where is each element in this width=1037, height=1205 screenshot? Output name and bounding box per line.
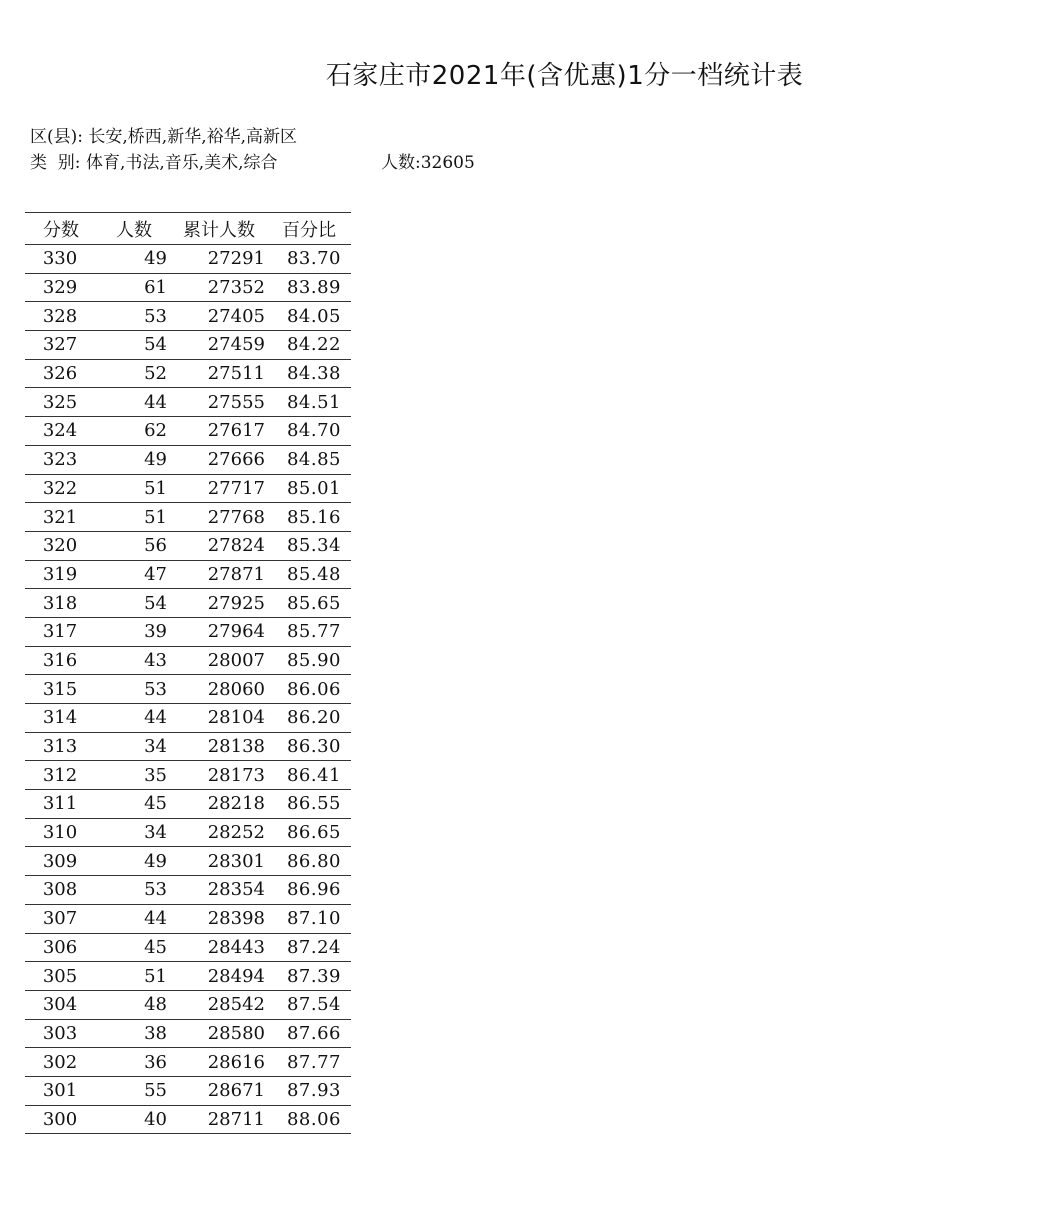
cell-score: 316	[42, 649, 78, 671]
cell-count: 43	[144, 649, 167, 671]
table-row	[25, 876, 351, 905]
cell-percent: 88.06	[286, 1108, 341, 1130]
cell-percent: 83.70	[286, 248, 341, 270]
cell-score: 317	[42, 621, 78, 643]
cell-count: 38	[144, 1022, 167, 1044]
cell-count: 49	[144, 850, 167, 872]
table-row	[25, 905, 351, 934]
cell-count: 45	[144, 936, 167, 958]
cell-score: 329	[42, 277, 78, 299]
table-row	[25, 302, 351, 331]
cell-cumulative: 27964	[207, 621, 265, 643]
table-row	[25, 761, 351, 790]
cell-cumulative: 27352	[207, 277, 265, 299]
cell-score: 301	[42, 1080, 78, 1102]
table-row	[25, 274, 351, 303]
cell-percent: 85.77	[286, 621, 341, 643]
cell-percent: 87.77	[286, 1051, 341, 1073]
cell-count: 53	[144, 879, 167, 901]
table-row	[25, 245, 351, 274]
cell-count: 45	[144, 793, 167, 815]
table-row	[25, 331, 351, 360]
cell-percent: 85.01	[286, 477, 341, 499]
cell-count: 62	[144, 420, 167, 442]
cell-score: 303	[42, 1022, 78, 1044]
cell-cumulative: 28173	[207, 764, 265, 786]
cell-percent: 86.30	[286, 736, 341, 758]
cell-percent: 85.90	[286, 649, 341, 671]
cell-score: 305	[42, 965, 78, 987]
cell-percent: 87.10	[286, 908, 341, 930]
cell-count: 47	[144, 563, 167, 585]
table-row	[25, 991, 351, 1020]
cell-count: 44	[144, 707, 167, 729]
cell-cumulative: 28252	[207, 822, 265, 844]
cell-score: 327	[42, 334, 78, 356]
cell-cumulative: 28354	[207, 879, 265, 901]
cell-percent: 84.70	[286, 420, 341, 442]
cell-count: 51	[144, 506, 167, 528]
cell-cumulative: 28711	[207, 1108, 265, 1130]
cell-score: 308	[42, 879, 78, 901]
cell-score: 306	[42, 936, 78, 958]
cell-percent: 86.06	[286, 678, 341, 700]
cell-cumulative: 27768	[207, 506, 265, 528]
cell-cumulative: 27555	[207, 391, 265, 413]
cell-cumulative: 28138	[207, 736, 265, 758]
cell-cumulative: 27459	[207, 334, 265, 356]
cell-score: 314	[42, 707, 78, 729]
cell-count: 61	[144, 277, 167, 299]
table-row	[25, 1020, 351, 1049]
cell-cumulative: 28616	[207, 1051, 265, 1073]
table-row	[25, 360, 351, 389]
cell-cumulative: 28494	[207, 965, 265, 987]
cell-percent: 84.51	[286, 391, 341, 413]
cell-percent: 85.65	[286, 592, 341, 614]
cell-score: 319	[42, 563, 78, 585]
cell-cumulative: 27717	[207, 477, 265, 499]
cell-cumulative: 27925	[207, 592, 265, 614]
cell-cumulative: 28301	[207, 850, 265, 872]
total-count: 人数:32605	[381, 153, 475, 173]
cell-percent: 87.24	[286, 936, 341, 958]
cell-percent: 84.85	[286, 449, 341, 471]
cell-cumulative: 27617	[207, 420, 265, 442]
cell-percent: 85.34	[286, 535, 341, 557]
cell-percent: 86.80	[286, 850, 341, 872]
cell-cumulative: 28542	[207, 994, 265, 1016]
cell-count: 49	[144, 248, 167, 270]
cell-score: 313	[42, 736, 78, 758]
table-row	[25, 446, 351, 475]
cell-cumulative: 28060	[207, 678, 265, 700]
cell-cumulative: 27405	[207, 305, 265, 327]
cell-score: 311	[42, 793, 78, 815]
cell-score: 300	[42, 1108, 78, 1130]
cell-percent: 86.96	[286, 879, 341, 901]
cell-count: 51	[144, 965, 167, 987]
table-row	[25, 475, 351, 504]
cell-percent: 86.65	[286, 822, 341, 844]
table-row	[25, 532, 351, 561]
cell-score: 310	[42, 822, 78, 844]
cell-count: 48	[144, 994, 167, 1016]
cell-score: 309	[42, 850, 78, 872]
cell-score: 307	[42, 908, 78, 930]
table-body	[25, 245, 351, 1134]
page-title: 石家庄市2021年(含优惠)1分一档统计表	[325, 61, 804, 91]
cell-count: 44	[144, 391, 167, 413]
cell-percent: 84.05	[286, 305, 341, 327]
cell-percent: 87.54	[286, 994, 341, 1016]
cell-cumulative: 28104	[207, 707, 265, 729]
cell-count: 36	[144, 1051, 167, 1073]
score-table	[25, 212, 351, 1134]
cell-percent: 85.16	[286, 506, 341, 528]
cell-percent: 84.38	[286, 363, 341, 385]
cell-count: 53	[144, 305, 167, 327]
cell-count: 40	[144, 1108, 167, 1130]
table-row	[25, 675, 351, 704]
cell-count: 34	[144, 822, 167, 844]
header-count: 人数	[116, 219, 152, 241]
cell-score: 304	[42, 994, 78, 1016]
cell-count: 39	[144, 621, 167, 643]
category-line: 类 别: 体育,书法,音乐,美术,综合	[30, 153, 278, 173]
cell-cumulative: 28671	[207, 1080, 265, 1102]
cell-cumulative: 27666	[207, 449, 265, 471]
cell-cumulative: 27824	[207, 535, 265, 557]
cell-cumulative: 28580	[207, 1022, 265, 1044]
header-percent: 百分比	[282, 219, 336, 241]
table-row	[25, 819, 351, 848]
cell-score: 324	[42, 420, 78, 442]
cell-percent: 86.20	[286, 707, 341, 729]
table-row	[25, 733, 351, 762]
cell-score: 323	[42, 449, 78, 471]
cell-score: 326	[42, 363, 78, 385]
cell-cumulative: 28398	[207, 908, 265, 930]
cell-percent: 86.55	[286, 793, 341, 815]
cell-count: 51	[144, 477, 167, 499]
cell-score: 320	[42, 535, 78, 557]
cell-score: 322	[42, 477, 78, 499]
cell-count: 44	[144, 908, 167, 930]
cell-cumulative: 28007	[207, 649, 265, 671]
district-line: 区(县): 长安,桥西,新华,裕华,高新区	[30, 127, 298, 147]
cell-cumulative: 27511	[207, 363, 265, 385]
cell-score: 302	[42, 1051, 78, 1073]
cell-count: 55	[144, 1080, 167, 1102]
cell-score: 325	[42, 391, 78, 413]
cell-count: 49	[144, 449, 167, 471]
cell-percent: 87.93	[286, 1080, 341, 1102]
table-row	[25, 1048, 351, 1077]
table-row	[25, 704, 351, 733]
cell-count: 54	[144, 592, 167, 614]
cell-score: 312	[42, 764, 78, 786]
table-row	[25, 589, 351, 618]
cell-cumulative: 27871	[207, 563, 265, 585]
cell-count: 35	[144, 764, 167, 786]
table-row	[25, 847, 351, 876]
cell-score: 318	[42, 592, 78, 614]
table-row	[25, 388, 351, 417]
table-row	[25, 790, 351, 819]
cell-cumulative: 27291	[207, 248, 265, 270]
cell-percent: 84.22	[286, 334, 341, 356]
cell-count: 54	[144, 334, 167, 356]
cell-score: 328	[42, 305, 78, 327]
cell-count: 34	[144, 736, 167, 758]
header-cumulative: 累计人数	[183, 219, 255, 241]
cell-percent: 87.39	[286, 965, 341, 987]
cell-count: 52	[144, 363, 167, 385]
table-row	[25, 934, 351, 963]
header-score: 分数	[43, 219, 79, 241]
cell-percent: 86.41	[286, 764, 341, 786]
cell-score: 321	[42, 506, 78, 528]
table-row	[25, 647, 351, 676]
cell-score: 330	[42, 248, 78, 270]
cell-count: 56	[144, 535, 167, 557]
cell-score: 315	[42, 678, 78, 700]
table-row	[25, 503, 351, 532]
table-row	[25, 561, 351, 590]
cell-count: 53	[144, 678, 167, 700]
table-row	[25, 962, 351, 991]
cell-percent: 85.48	[286, 563, 341, 585]
cell-percent: 87.66	[286, 1022, 341, 1044]
cell-percent: 83.89	[286, 277, 341, 299]
table-row	[25, 618, 351, 647]
table-header	[25, 212, 351, 245]
cell-cumulative: 28218	[207, 793, 265, 815]
table-row	[25, 417, 351, 446]
table-row	[25, 1106, 351, 1135]
cell-cumulative: 28443	[207, 936, 265, 958]
table-row	[25, 1077, 351, 1106]
